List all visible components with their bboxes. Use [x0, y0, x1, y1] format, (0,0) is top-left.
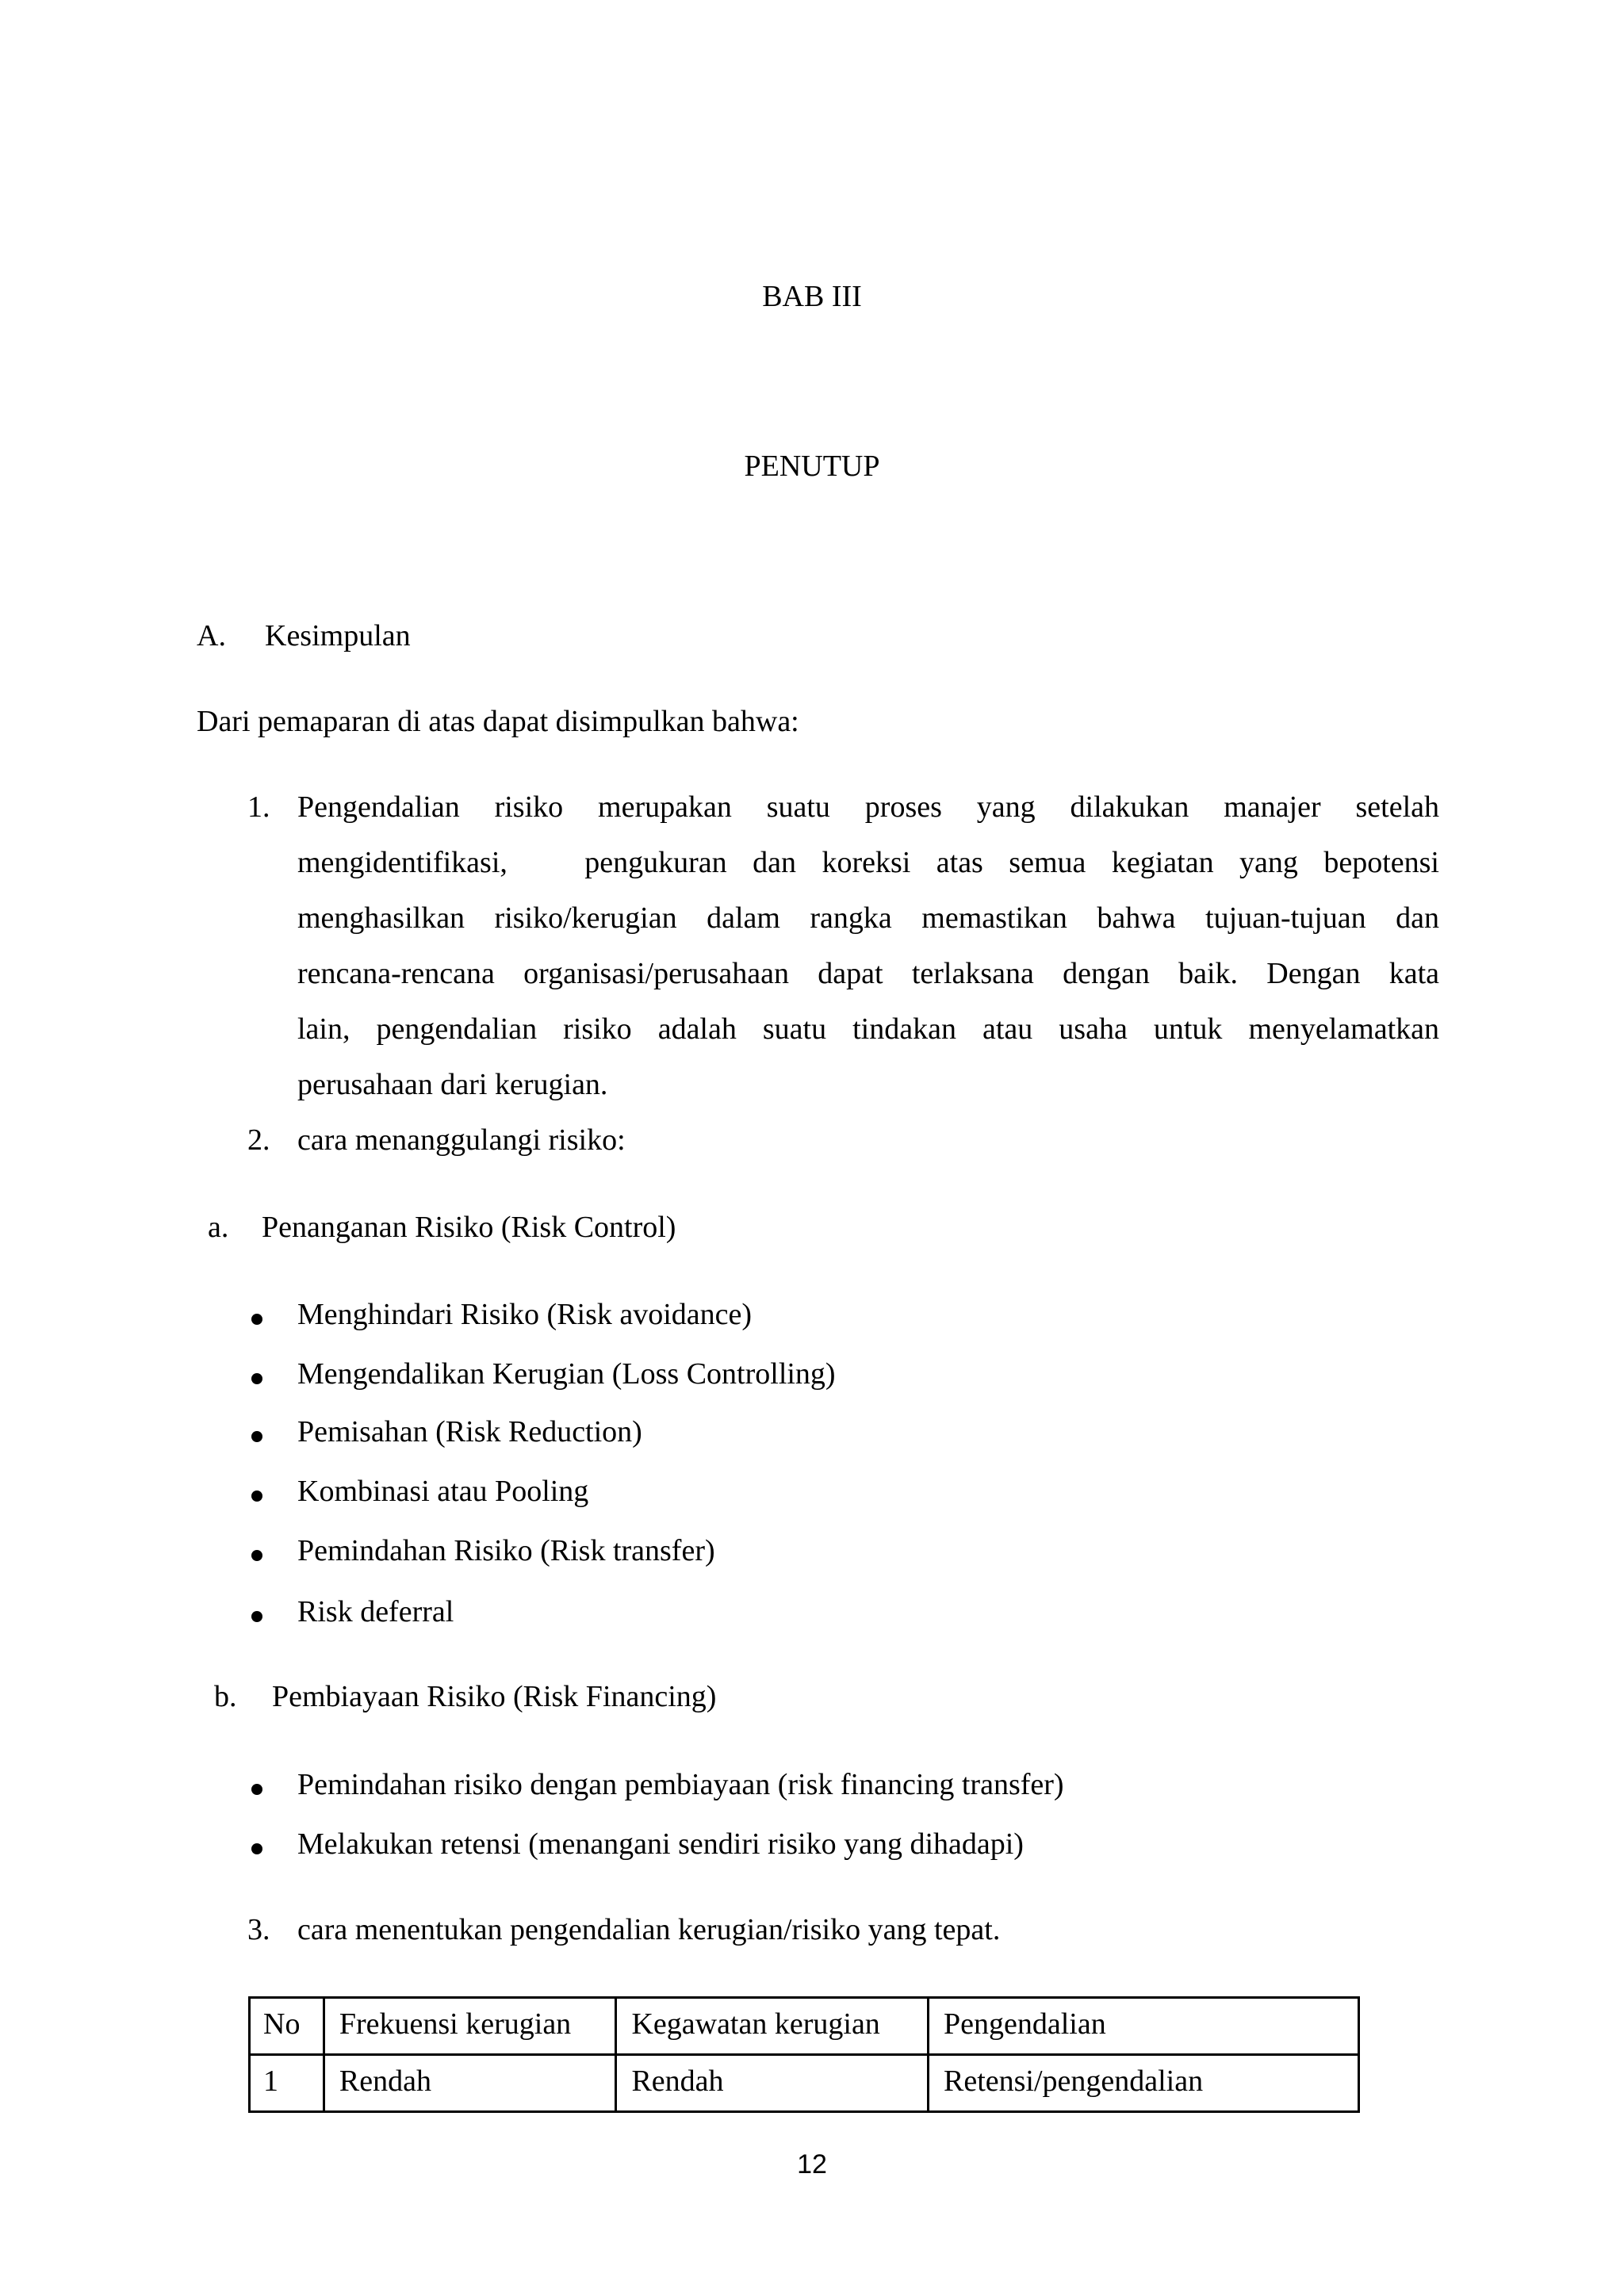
- bullet-item: Risk deferral: [297, 1595, 454, 1628]
- point-1-line-3: menghasilkan risiko/kerugian dalam rangka memastikan bahwa tujuan-tujuan dan: [297, 901, 1439, 935]
- bullet-item: Pemisahan (Risk Reduction): [297, 1415, 642, 1448]
- subsection-a-heading: Penanganan Risiko (Risk Control): [262, 1211, 676, 1244]
- bullet-icon: [251, 1490, 262, 1502]
- table-cell-frequency: Rendah: [324, 2055, 616, 2112]
- point-1-line-1: Pengendalian risiko merupakan suatu proses yang dilakukan manajer setelah: [297, 790, 1439, 824]
- point-1-line-2: mengidentifikasi, pengukuran dan koreksi atas semua kegiatan yang bepotensi: [297, 846, 1439, 879]
- bullet-item: Menghindari Risiko (Risk avoidance): [297, 1298, 753, 1331]
- point-1-line-4: rencana-rencana organisasi/perusahaan dapat terlaksana dengan baik. Dengan kata: [297, 957, 1439, 990]
- bullet-item: Pemindahan Risiko (Risk transfer): [297, 1534, 715, 1567]
- table-header-severity: Kegawatan kerugian: [616, 1998, 929, 2055]
- bullet-item: Mengendalikan Kerugian (Loss Controlling): [297, 1357, 836, 1391]
- point-1-line-5: lain, pengendalian risiko adalah suatu tindakan atau usaha untuk menyelamatkan: [297, 1012, 1439, 1046]
- bullet-item: Pemindahan risiko dengan pembiayaan (risk financing transfer): [297, 1768, 1064, 1801]
- section-letter: A.: [197, 619, 226, 652]
- table-row: [250, 2055, 1359, 2112]
- bullet-icon: [251, 1431, 262, 1442]
- point-2-text: cara menanggulangi risiko:: [297, 1123, 626, 1157]
- page-number: 12: [797, 2149, 827, 2179]
- subsection-a-letter: a.: [208, 1211, 229, 1244]
- subsection-b-letter: b.: [214, 1680, 237, 1713]
- bullet-item: Melakukan retensi (menangani sendiri risiko yang dihadapi): [297, 1827, 1024, 1861]
- bullet-item: Kombinasi atau Pooling: [297, 1475, 589, 1508]
- bullet-icon: [251, 1373, 262, 1384]
- table-header-row: [250, 1998, 1359, 2055]
- list-number-1: 1.: [247, 790, 270, 824]
- bullet-icon: [251, 1843, 262, 1854]
- table-header-frequency: Frekuensi kerugian: [324, 1998, 616, 2055]
- section-heading: Kesimpulan: [265, 619, 411, 652]
- table-cell-severity: Rendah: [616, 2055, 929, 2112]
- intro-paragraph: Dari pemaparan di atas dapat disimpulkan bahwa:: [197, 705, 799, 738]
- table-header-no: No: [250, 1998, 324, 2055]
- bullet-icon: [251, 1784, 262, 1795]
- chapter-label: BAB III: [762, 280, 862, 313]
- table-header-control: Pengendalian: [928, 1998, 1358, 2055]
- point-3-text: cara menentukan pengendalian kerugian/risiko yang tepat.: [297, 1913, 1001, 1946]
- risk-control-table: [248, 1996, 1360, 2113]
- subsection-b-heading: Pembiayaan Risiko (Risk Financing): [272, 1680, 717, 1713]
- chapter-title: PENUTUP: [744, 450, 880, 483]
- bullet-icon: [251, 1314, 262, 1325]
- list-number-2: 2.: [247, 1123, 270, 1157]
- table-cell-no: 1: [250, 2055, 324, 2112]
- point-1-line-6: perusahaan dari kerugian.: [297, 1068, 608, 1101]
- bullet-icon: [251, 1550, 262, 1561]
- table-cell-control: Retensi/pengendalian: [928, 2055, 1358, 2112]
- list-number-3: 3.: [247, 1913, 270, 1946]
- bullet-icon: [251, 1611, 262, 1622]
